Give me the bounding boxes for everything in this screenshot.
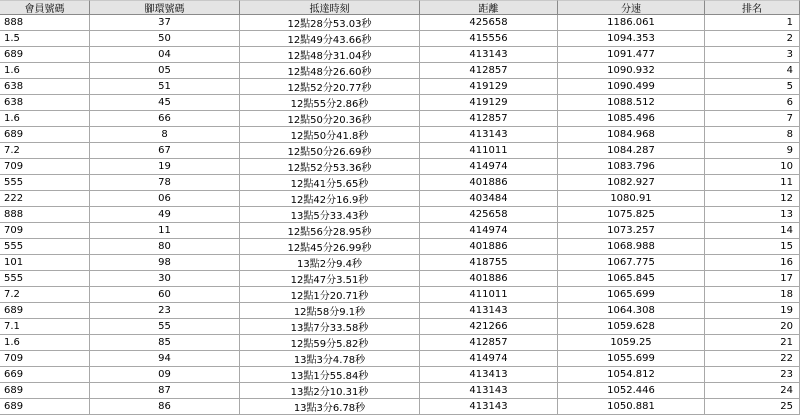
table-row[interactable]	[0, 207, 800, 223]
cell-member-no[interactable]: 555	[0, 175, 90, 190]
cell-rank[interactable]: 11	[705, 175, 800, 190]
cell-distance[interactable]: 421266	[420, 319, 558, 334]
cell-member-no[interactable]: 1.6	[0, 63, 90, 78]
cell-speed[interactable]: 1085.496	[558, 111, 705, 126]
cell-distance[interactable]: 401886	[420, 271, 558, 286]
col-header-rank[interactable]: 排名	[705, 0, 800, 14]
table-row[interactable]	[0, 95, 800, 111]
col-header-distance[interactable]: 距離	[420, 0, 558, 14]
cell-arrival-time[interactable]: 12點45分26.99秒	[240, 239, 420, 254]
cell-speed[interactable]: 1083.796	[558, 159, 705, 174]
cell-member-no[interactable]: 709	[0, 159, 90, 174]
cell-ring-no[interactable]: 06	[90, 191, 240, 206]
table-row[interactable]	[0, 319, 800, 335]
cell-rank[interactable]: 24	[705, 383, 800, 398]
cell-distance[interactable]: 419129	[420, 79, 558, 94]
cell-arrival-time[interactable]: 13點2分10.31秒	[240, 383, 420, 398]
cell-member-no[interactable]: 638	[0, 79, 90, 94]
cell-speed[interactable]: 1054.812	[558, 367, 705, 382]
cell-member-no[interactable]: 689	[0, 399, 90, 414]
cell-arrival-time[interactable]: 12點47分3.51秒	[240, 271, 420, 286]
cell-distance[interactable]: 418755	[420, 255, 558, 270]
cell-ring-no[interactable]: 04	[90, 47, 240, 62]
cell-rank[interactable]: 7	[705, 111, 800, 126]
cell-rank[interactable]: 6	[705, 95, 800, 110]
cell-speed[interactable]: 1050.881	[558, 399, 705, 414]
table-row[interactable]	[0, 239, 800, 255]
cell-arrival-time[interactable]: 12點48分26.60秒	[240, 63, 420, 78]
cell-member-no[interactable]: 888	[0, 207, 90, 222]
cell-rank[interactable]: 16	[705, 255, 800, 270]
cell-rank[interactable]: 25	[705, 399, 800, 414]
cell-member-no[interactable]: 888	[0, 15, 90, 30]
cell-rank[interactable]: 23	[705, 367, 800, 382]
cell-distance[interactable]: 413143	[420, 47, 558, 62]
cell-ring-no[interactable]: 66	[90, 111, 240, 126]
cell-speed[interactable]: 1082.927	[558, 175, 705, 190]
table-row[interactable]	[0, 223, 800, 239]
cell-arrival-time[interactable]: 12點55分2.86秒	[240, 95, 420, 110]
cell-member-no[interactable]: 638	[0, 95, 90, 110]
cell-rank[interactable]: 3	[705, 47, 800, 62]
cell-member-no[interactable]: 689	[0, 127, 90, 142]
cell-arrival-time[interactable]: 12點56分28.95秒	[240, 223, 420, 238]
cell-ring-no[interactable]: 98	[90, 255, 240, 270]
cell-arrival-time[interactable]: 12點52分53.36秒	[240, 159, 420, 174]
cell-arrival-time[interactable]: 12點59分5.82秒	[240, 335, 420, 350]
cell-distance[interactable]: 419129	[420, 95, 558, 110]
cell-speed[interactable]: 1084.287	[558, 143, 705, 158]
cell-arrival-time[interactable]: 13點3分6.78秒	[240, 399, 420, 414]
cell-distance[interactable]: 411011	[420, 143, 558, 158]
cell-ring-no[interactable]: 80	[90, 239, 240, 254]
cell-distance[interactable]: 413413	[420, 367, 558, 382]
cell-rank[interactable]: 5	[705, 79, 800, 94]
cell-distance[interactable]: 414974	[420, 159, 558, 174]
table-row[interactable]	[0, 15, 800, 31]
cell-member-no[interactable]: 689	[0, 303, 90, 318]
cell-distance[interactable]: 425658	[420, 15, 558, 30]
cell-ring-no[interactable]: 85	[90, 335, 240, 350]
grid-header	[0, 0, 800, 15]
cell-member-no[interactable]: 7.1	[0, 319, 90, 334]
table-row[interactable]	[0, 111, 800, 127]
cell-arrival-time[interactable]: 12點49分43.66秒	[240, 31, 420, 46]
cell-arrival-time[interactable]: 12點50分20.36秒	[240, 111, 420, 126]
cell-arrival-time[interactable]: 13點3分4.78秒	[240, 351, 420, 366]
cell-rank[interactable]: 18	[705, 287, 800, 302]
grid-body	[0, 15, 800, 415]
cell-ring-no[interactable]: 51	[90, 79, 240, 94]
cell-ring-no[interactable]: 45	[90, 95, 240, 110]
table-row[interactable]	[0, 351, 800, 367]
cell-member-no[interactable]: 555	[0, 239, 90, 254]
table-row[interactable]	[0, 287, 800, 303]
cell-rank[interactable]: 19	[705, 303, 800, 318]
cell-ring-no[interactable]: 37	[90, 15, 240, 30]
table-row[interactable]	[0, 175, 800, 191]
cell-arrival-time[interactable]: 12點41分5.65秒	[240, 175, 420, 190]
cell-arrival-time[interactable]: 12點58分9.1秒	[240, 303, 420, 318]
cell-arrival-time[interactable]: 12點52分20.77秒	[240, 79, 420, 94]
col-header-arrival-time[interactable]: 抵達時刻	[240, 0, 420, 14]
cell-rank[interactable]: 12	[705, 191, 800, 206]
table-row[interactable]	[0, 399, 800, 415]
table-row[interactable]	[0, 335, 800, 351]
cell-speed[interactable]: 1052.446	[558, 383, 705, 398]
table-row[interactable]	[0, 191, 800, 207]
cell-member-no[interactable]: 101	[0, 255, 90, 270]
cell-ring-no[interactable]: 78	[90, 175, 240, 190]
table-row[interactable]	[0, 383, 800, 399]
cell-ring-no[interactable]: 30	[90, 271, 240, 286]
cell-rank[interactable]: 13	[705, 207, 800, 222]
cell-ring-no[interactable]: 86	[90, 399, 240, 414]
cell-arrival-time[interactable]: 12點48分31.04秒	[240, 47, 420, 62]
cell-distance[interactable]: 425658	[420, 207, 558, 222]
table-row[interactable]	[0, 255, 800, 271]
cell-rank[interactable]: 10	[705, 159, 800, 174]
cell-rank[interactable]: 20	[705, 319, 800, 334]
table-row[interactable]	[0, 271, 800, 287]
cell-rank[interactable]: 8	[705, 127, 800, 142]
cell-speed[interactable]: 1094.353	[558, 31, 705, 46]
cell-speed[interactable]: 1065.699	[558, 287, 705, 302]
cell-member-no[interactable]: 709	[0, 223, 90, 238]
cell-member-no[interactable]: 1.5	[0, 31, 90, 46]
cell-ring-no[interactable]: 50	[90, 31, 240, 46]
cell-distance[interactable]: 403484	[420, 191, 558, 206]
cell-ring-no[interactable]: 11	[90, 223, 240, 238]
table-row[interactable]	[0, 31, 800, 47]
cell-distance[interactable]: 415556	[420, 31, 558, 46]
cell-arrival-time[interactable]: 13點5分33.43秒	[240, 207, 420, 222]
cell-rank[interactable]: 9	[705, 143, 800, 158]
table-row[interactable]	[0, 303, 800, 319]
cell-ring-no[interactable]: 60	[90, 287, 240, 302]
cell-arrival-time[interactable]: 13點2分9.4秒	[240, 255, 420, 270]
table-row[interactable]	[0, 47, 800, 63]
cell-speed[interactable]: 1065.845	[558, 271, 705, 286]
cell-speed[interactable]: 1091.477	[558, 47, 705, 62]
cell-ring-no[interactable]: 87	[90, 383, 240, 398]
cell-arrival-time[interactable]: 12點42分16.9秒	[240, 191, 420, 206]
cell-rank[interactable]: 2	[705, 31, 800, 46]
cell-member-no[interactable]: 709	[0, 351, 90, 366]
cell-speed[interactable]: 1067.775	[558, 255, 705, 270]
cell-member-no[interactable]: 689	[0, 47, 90, 62]
cell-member-no[interactable]: 555	[0, 271, 90, 286]
cell-ring-no[interactable]: 67	[90, 143, 240, 158]
cell-distance[interactable]: 413143	[420, 383, 558, 398]
cell-distance[interactable]: 401886	[420, 175, 558, 190]
cell-rank[interactable]: 17	[705, 271, 800, 286]
cell-arrival-time[interactable]: 12點50分26.69秒	[240, 143, 420, 158]
cell-speed[interactable]: 1075.825	[558, 207, 705, 222]
cell-speed[interactable]: 1064.308	[558, 303, 705, 318]
cell-distance[interactable]: 412857	[420, 63, 558, 78]
cell-distance[interactable]: 413143	[420, 399, 558, 414]
cell-rank[interactable]: 22	[705, 351, 800, 366]
cell-rank[interactable]: 4	[705, 63, 800, 78]
cell-member-no[interactable]: 222	[0, 191, 90, 206]
cell-speed[interactable]: 1073.257	[558, 223, 705, 238]
col-header-speed[interactable]: 分速	[558, 0, 705, 14]
cell-member-no[interactable]: 7.2	[0, 143, 90, 158]
cell-speed[interactable]: 1084.968	[558, 127, 705, 142]
cell-ring-no[interactable]: 19	[90, 159, 240, 174]
cell-distance[interactable]: 411011	[420, 287, 558, 302]
cell-member-no[interactable]: 1.6	[0, 111, 90, 126]
cell-distance[interactable]: 413143	[420, 303, 558, 318]
cell-ring-no[interactable]: 23	[90, 303, 240, 318]
cell-speed[interactable]: 1080.91	[558, 191, 705, 206]
cell-distance[interactable]: 414974	[420, 223, 558, 238]
cell-speed[interactable]: 1059.25	[558, 335, 705, 350]
cell-distance[interactable]: 412857	[420, 335, 558, 350]
cell-arrival-time[interactable]: 12點50分41.8秒	[240, 127, 420, 142]
cell-rank[interactable]: 14	[705, 223, 800, 238]
table-row[interactable]	[0, 367, 800, 383]
table-row[interactable]	[0, 79, 800, 95]
cell-ring-no[interactable]: 94	[90, 351, 240, 366]
cell-arrival-time[interactable]: 12點1分20.71秒	[240, 287, 420, 302]
table-row[interactable]	[0, 127, 800, 143]
cell-arrival-time[interactable]: 12點28分53.03秒	[240, 15, 420, 30]
cell-rank[interactable]: 15	[705, 239, 800, 254]
cell-ring-no[interactable]: 05	[90, 63, 240, 78]
table-row[interactable]	[0, 143, 800, 159]
cell-member-no[interactable]: 1.6	[0, 335, 90, 350]
cell-ring-no[interactable]: 55	[90, 319, 240, 334]
cell-ring-no[interactable]: 09	[90, 367, 240, 382]
cell-speed[interactable]: 1068.988	[558, 239, 705, 254]
cell-speed[interactable]: 1090.932	[558, 63, 705, 78]
cell-member-no[interactable]: 669	[0, 367, 90, 382]
col-header-member-no[interactable]: 會員號碼	[0, 0, 90, 14]
cell-speed[interactable]: 1088.512	[558, 95, 705, 110]
cell-speed[interactable]: 1090.499	[558, 79, 705, 94]
cell-arrival-time[interactable]: 13點1分55.84秒	[240, 367, 420, 382]
table-row[interactable]	[0, 63, 800, 79]
cell-distance[interactable]: 413143	[420, 127, 558, 142]
cell-distance[interactable]: 414974	[420, 351, 558, 366]
table-row[interactable]	[0, 159, 800, 175]
cell-arrival-time[interactable]: 13點7分33.58秒	[240, 319, 420, 334]
cell-distance[interactable]: 412857	[420, 111, 558, 126]
cell-speed[interactable]: 1059.628	[558, 319, 705, 334]
cell-ring-no[interactable]: 8	[90, 127, 240, 142]
cell-rank[interactable]: 21	[705, 335, 800, 350]
cell-member-no[interactable]: 7.2	[0, 287, 90, 302]
col-header-ring-no[interactable]: 腳環號碼	[90, 0, 240, 14]
cell-distance[interactable]: 401886	[420, 239, 558, 254]
cell-rank[interactable]: 1	[705, 15, 800, 30]
cell-speed[interactable]: 1055.699	[558, 351, 705, 366]
cell-member-no[interactable]: 689	[0, 383, 90, 398]
cell-ring-no[interactable]: 49	[90, 207, 240, 222]
cell-speed[interactable]: 1186.061	[558, 15, 705, 30]
